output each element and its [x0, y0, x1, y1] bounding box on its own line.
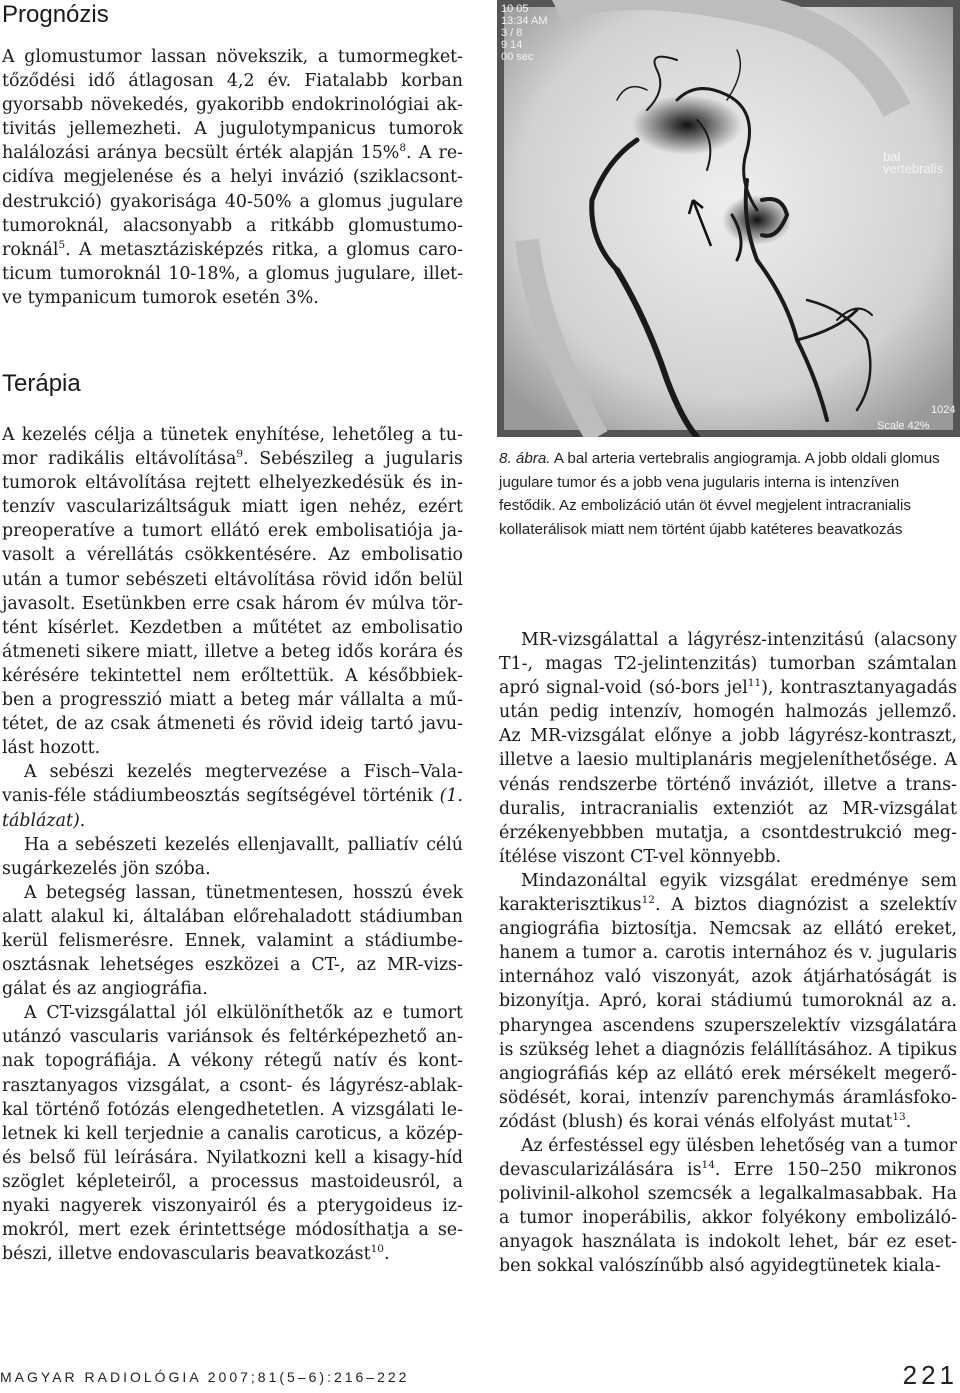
- reference: 8: [399, 142, 407, 155]
- reference: 10: [370, 1243, 384, 1256]
- reference: 9: [236, 448, 244, 461]
- devascularization-paragraph: Az érfestéssel egy ülésben lehetőség van a tumor devascularizálására $is^{14}$. Erre 150–250 mikronos polivinil-alkohol szemcsék a legalkalmasabbak. Ha a tumor inoperábilis, akkor folyékony embolizálóanyagok használata is indokolt lehet, bár ez esetben sokkal valószínűbb alsó agyidegtünetek kiala-: [499, 1135, 957, 1277]
- heading-prognosis: Prognózis: [2, 1, 109, 28]
- reference: 11: [747, 677, 762, 690]
- angiogram-image: [497, 0, 960, 437]
- prognosis-paragraph: A glomustumor lassan növekszik, a tumormegkettőződési idő átlagosan 4,2 év. Fiatalabb korban gyorsabb növekedés, gyakoribb endokrinológiai aktivitás jellemezheti. A jugulotympanicus tumorok halálozási aránya becsült érték alapján 15%$^8$. A recidíva megjelenése és a helyi invázió (sziklacsontdestrukció) gyakorisága 40-50% a glomus jugulare tumoroknál, alacsonyabb a ritkább glomustumoroknál$^5$. A metasztázisképzés ritka, a glomus caroticum tumoroknál 10-18%, a glomus jugulare, illetve tympanicum tumorok esetén 3%.: [2, 47, 464, 308]
- scale-label: Scale 42%: [877, 420, 930, 432]
- prognosis-section: [2, 45, 463, 310]
- mr-paragraph: MR-vizsgálattal a lágyrész-intenzitású (alacsony T1-, magas T2-jelintenzitás) tumorban számtalan apró signal-void (só-bors jel$^{11}$), kontrasztanyagadás után pedig intenzív, homogén halmozás jellemző. Az MR-vizsgálat előnye a jobb lágyrész-kontraszt, illetve a laesio multiplanáris megjeleníthetősége. A vénás rendszerbe történő inváziót, illetve a transduralis, intracranialis extenziót az MR-vizsgálat érzékenyebbben mutatja, a csontdestrukció megítélése viszont CT-vel könnyebb.: [499, 630, 958, 867]
- figure-caption: [499, 447, 957, 541]
- caption-title: A bal arteria vertebralis angiogramja.: [553, 450, 802, 467]
- therapy-paragraph: Ha a sebészeti kezelés ellenjavallt, palliatív célú sugárkezelés jön szóba.: [2, 834, 463, 879]
- table-reference: (1. táblázat): [2, 786, 463, 831]
- corner-number: 1024: [931, 404, 956, 416]
- therapy-paragraph: A sebészi kezelés megtervezése a Fisch–Valavanis-féle stádiumbeosztás segítségével történik (1. táblázat).: [2, 762, 463, 831]
- therapy-paragraph: A CT-vizsgálattal jól elkülöníthetők az e tumort utánzó vascularis variánsok és feltérképezhető annak topográfiája. A vékony rétegű natív és kontrasztanyagos vizsgálat, a csont- és lágyrész-ablakkal történő fotózás elengedhetetlen. A vizsgálati leletnek ki kell terjednie a canalis caroticus, a középés belső fül leírására. Nyilatkozni kell a kisagy-híd szöglet képleteiről, a processus mastoideusról, a nyaki nagyerek viszonyairól és a pterygoideus izmokról, mert ezek érintettsége módosíthatja a sebészi, illetve endovascularis beavatkozást$^{10}$.: [2, 1003, 463, 1265]
- page-number: 221: [902, 1360, 958, 1390]
- caption-number: 8. ábra.: [499, 450, 551, 467]
- right-column: [499, 628, 957, 1279]
- reference: 12: [641, 894, 655, 907]
- page-footer: [0, 1360, 960, 1390]
- overlay-text: 10 05 13:34 AM 3 / 8 9 14 00 sec: [501, 3, 548, 63]
- therapy-paragraph: A kezelés célja a tünetek enyhítése, lehetőleg a tumor radikális eltávolítása$^9$. Sebészileg a jugularis tumorok eltávolítása rejtett elhelyezkedésük és intenzív vascularizáltságuk miatt igen nehéz, ezért preoperatíve a tumort ellátó erek embolisatiója javasolt a vérellátás csökkentésére. Az embolisatio után a tumor sebészeti eltávolítása rövid időn belül javasolt. Esetünkben erre csak három év múlva történt kísérlet. Kezdetben a műtétet az embolisatio átmeneti sikere miatt, illetve a beteg idős korára és kérésére tekintettel nem erőltettük. A későbbiekben a progresszió miatt a beteg már vállalta a műtétet, de az csak átmeneti és rövid ideig tartó javulást hozott.: [2, 425, 463, 759]
- journal-citation: MAGYAR RADIOLÓGIA 2007;81(5–6):216–222: [0, 1369, 410, 1385]
- side-label: bal vertebralis: [883, 149, 943, 176]
- heading-therapy: Terápia: [2, 370, 81, 397]
- angiogram-figure: [497, 0, 960, 437]
- caption-text: A jobb oldali glomus jugulare tumor és a jobb vena jugularis interna is intenzíven festődik. Az embolizáció után öt évvel megjelent intracranialis kollaterálisok miatt nem történt újabb katéteres beavatkozás: [499, 450, 940, 538]
- reference: 14: [701, 1159, 715, 1172]
- reference: 5: [58, 238, 66, 251]
- therapy-paragraph: A betegség lassan, tünetmentesen, hosszú évek alatt alakul ki, általában előrehaladott stádiumban kerül felismerésre. Ennek, valamint a stádiumbeosztásnak lehetséges eszközei a CT-, az MR-vizsgálat és az angiográfia.: [2, 882, 463, 1000]
- therapy-section: [2, 423, 463, 1266]
- reference: 13: [892, 1111, 906, 1124]
- angiography-paragraph: Mindazonáltal egyik vizsgálat eredménye sem karakterisztikus$^{12}$. A biztos diagnózist a szelektív angiográfia biztosítja. Nemcsak az ellátó ereket, hanem a tumor a. carotis internához és v. jugularis internához való viszonyát, azok átjárhatóságát is bizonyítja. Apró, korai stádiumú tumoroknál az a. pharyngea ascendens szuperszelektív vizsgálatára is szükség lehet a diagnózis felállításához. A tipikus angiográfiás kép az ellátó erek mérsékelt megerősödését, korai, intenzív parenchymás áramlásfokozódást (blush) és korai vénás elfolyást mutat$^{13}$.: [499, 870, 957, 1132]
